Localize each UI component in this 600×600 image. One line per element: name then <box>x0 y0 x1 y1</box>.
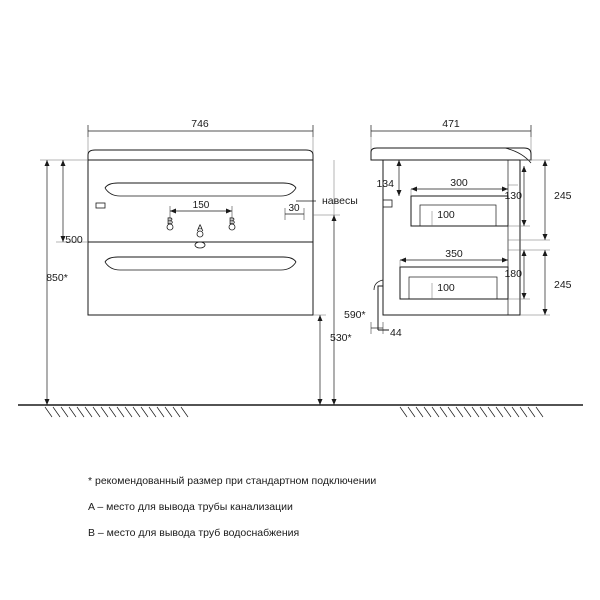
floor-hatching <box>18 405 583 417</box>
marker-label-a: A <box>196 223 204 234</box>
dim-label-134: 134 <box>376 178 394 190</box>
dim-label-850: 850* <box>46 272 68 284</box>
dim-label-depth-471: 471 <box>442 118 460 130</box>
dim-label-300: 300 <box>450 177 468 189</box>
dim-label-100-upper: 100 <box>437 209 455 221</box>
dim-label-100-lower: 100 <box>437 282 455 294</box>
dim-label-180: 180 <box>504 268 522 280</box>
marker-label-b-right: B <box>228 216 236 227</box>
dim-label-590: 590* <box>344 309 366 321</box>
dim-label-150: 150 <box>192 200 210 211</box>
legend-line-2: A – место для вывода трубы канализации <box>88 501 293 513</box>
legend-line-3: B – место для вывода труб водоснабжения <box>88 527 300 539</box>
legend-line-1: * рекомендованный размер при стандартном подключении <box>88 475 377 487</box>
side-view-geometry <box>371 125 550 334</box>
label-hangers: навесы <box>322 195 358 207</box>
dim-label-245-upper: 245 <box>554 190 572 202</box>
dim-label-350: 350 <box>445 248 463 260</box>
legend-notes <box>88 468 548 546</box>
dim-label-130: 130 <box>504 190 522 202</box>
dim-label-30: 30 <box>288 203 300 214</box>
dim-label-245-lower: 245 <box>554 279 572 291</box>
dim-label-44: 44 <box>390 327 402 339</box>
dim-label-500: 500 <box>65 234 83 246</box>
marker-label-b-left: B <box>166 216 174 227</box>
dim-label-width-746: 746 <box>191 118 209 130</box>
front-view-geometry <box>40 125 340 405</box>
dim-label-530: 530* <box>330 332 352 344</box>
